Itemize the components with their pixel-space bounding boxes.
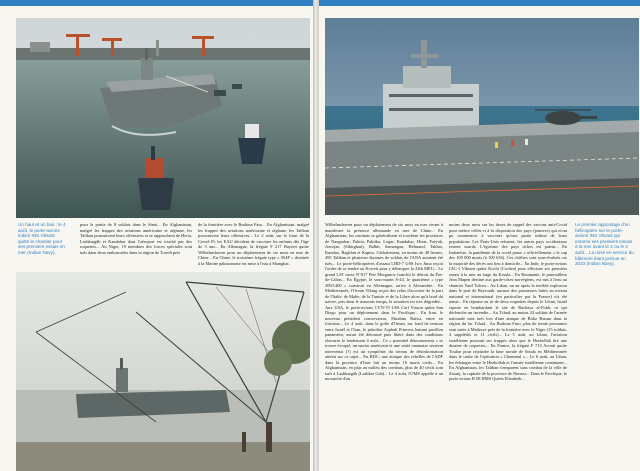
- helicopter-landing-carrier-photo: [325, 18, 639, 215]
- right-text-column-1: Wilhelmshaven pour un déploiement de six mois en mer vivant à manifester la présence allemande en mer de Chine... En Afghanistan, les combats se généralisent et touchent les provinces de Nangarhar, Paktia, Paktika, Logar, Kandahar, Herat, Faryab, Jowzjan (Sibirghan), Balkh, Samangan, Helmand, Takhar, Kunduz, Baghlan et Kapisa. Globalement, en moins de 48 heures, 495 Taliban et plusieurs dizaines de soldats de l'ANA auraient été tués... Le porte-hélicoptères d'assaut LHD-7 USS Iwo Jima reçoit l'ordre de se rendre au Koweït pour y débarquer la 24th MEU... Le grand LST russe N°017 Petr Morgunov franchit le détroit du Pas-de-Calais... En Égypte, le sous-marin S-44, le quatrième « type 209/1400 » construit en Allemagne, arrive à Alexandrie... En Méditerranée, l'Ocean Viking reçoit des refus d'accoster de la part de l'Italie, de Malte, de la Tunisie et de la Libye alors qu'à bord du navire, pris dans le mauvais temps, la situation est très dégradée... Aux USA, le porte-avions CVN-70 USS Carl Vinson quitte San Diego pour un déploiement dans le Pacifique... En Iran, le nouveau président conservateur, Ebrahim Raïssi, entre en fonction... Le 4 août, dans le golfe d'Oman, sur fond de tension entre Israël et l'Iran, le pétrolier Asphalt Princess battant pavillon panaméen, aurait été détourné puis libéré dans des conditions obscures le lendemain 4 août... Ce « potentiel détournement » se trouve évoqué, un navire américain et une unité omanaise seraient intervenus (?) est un symptôme du niveau de désinformation atteint sur ce sujet... En RDC, une attaque des rebelles de l'ADF dans la province d'Ituri fait au moins 16 morts civils... En Afghanistan, en plus au milieu des combats, plus de 40 civils sont tués à Lashkargâh (Lashkar Gah)... Le 4 août, l'OMS appelle à un moratoire d'au: [325, 222, 443, 381]
- carrier-leaving-port-photo: [16, 18, 310, 218]
- left-text-column-1: pour la partie de 8 soldats dans le Sinaï... En Afghanistan, malgré les frappes des aviations américaine et afghane, les Taliban poursuivent leurs offensives et se rapprochent de Herat, Lashkargâh et Kandahar dont l'aéroport est touché par des roquettes... Au Niger, 19 membres des forces spéciales sont tués dans deux embuscades dans la région de Torodi près: [80, 222, 192, 255]
- fishing-nets-carrier-photo: [16, 272, 310, 471]
- left-page-header-bar: [0, 0, 313, 6]
- helicopter-photo-caption: Le premier appontage d'un hélicoptère sur le porte-avions INS Vikrant qui entame ses premiers essais à la mer avant le 2 ou le 4 août... La mise en service du bâtiment étant prévue en 2023 (Indian Navy).: [575, 222, 634, 267]
- left-text-column-2: de la frontière avec le Burkina Faso... En Afghanistan, malgré les frappes des aviations américaine et afghane, les Taliban poursuivent leurs offensives... Le 2 août, sur le front de la Covid-19, les EAU décident de vacciner les enfants dès l'âge de 3 ans... En Allemagne, la frégate F 217 Bayern quitte Wilhelmshaven pour un déploiement de six mois en mer de Chine... En Chine, le troisième frégate type « 054P » destinée à la Marine pakistanaise est mise à l'eau à Shanghai.: [198, 222, 309, 266]
- right-text-column-2: moins deux mois sur les doses de rappel des vaccins anti-Covid pour mettre celles-ci à la disposition des pays (pauvres) qui n'ont pu commencer à vacciner qu'une partie infime de leurs populations. Les États-Unis refusent, les autres pays occidentaux restent sourds. L'égoïsme des pays riches est patent... En Indonésie, la pandémie de la covid passe « officiellement » le cap des 100 000 morts (à 100 636). Ces chiffres sont sous-évalués car la majorité des décès ont lieu à domicile... En Inde, le porte-avions IAC-1 Vikrant quitte Kochi (Cochin) pour effectuer ses premiers essais à la mer au large du Kerala... En Roumanie, le patrouilleur Jean Mapen destiné aux garde-côtes norvégiens, est mis à l'eau au chantier Vard Tulcea... Au Liban, un an après la terrible explosion dans le port de Beyrouth, aucune des promesses faites au niveau national et international (en particulier par la France) n'a été tenue... En réponse au tir de deux roquettes depuis le Liban, Israël riposte en bombardant le site de Rachaya al-Fokh, ce qui déclenche un incendie... Au Tchad, au moins 24 soldats de l'armée nationale sont tués lors d'une attaque de Boko Haram dans la région du lac Tchad... Au Burkina Faso, plus de trente personnes sont tuées à Markoye près de la frontière avec le Niger (15 soldats, 4 supplétifs et 11 civils)... Le 5 août, au Liban, l'aviation israélienne poursuit ses frappes alors que le Hezbollah tire une dizaine de roquettes... En France, la frégate F 713 Aconit quitte Toulon pour rejoindre la base navale de Souda en Méditerranée dans le cadre de l'opération « Chammal »... Le 6 août, au Liban, les échanges entre le Hezbollah et l'armée israélienne continuent... En Afghanistan, les Taliban s'emparent sans combat de la ville de Zaranj, la capitale de la province de Nimroz... Dans le Pacifique, le porte-avions R 08 HMS Queen Elizabeth...: [449, 222, 567, 381]
- right-page-header-bar: [319, 0, 640, 6]
- carrier-photo-caption: Un haut et un bas : le 4 août, le porte-avions indien INS Vikrant quitte le chantier pour ses premiers essais en mer (Indian Navy).: [18, 222, 66, 255]
- left-page: [0, 0, 313, 471]
- right-page: [319, 0, 640, 471]
